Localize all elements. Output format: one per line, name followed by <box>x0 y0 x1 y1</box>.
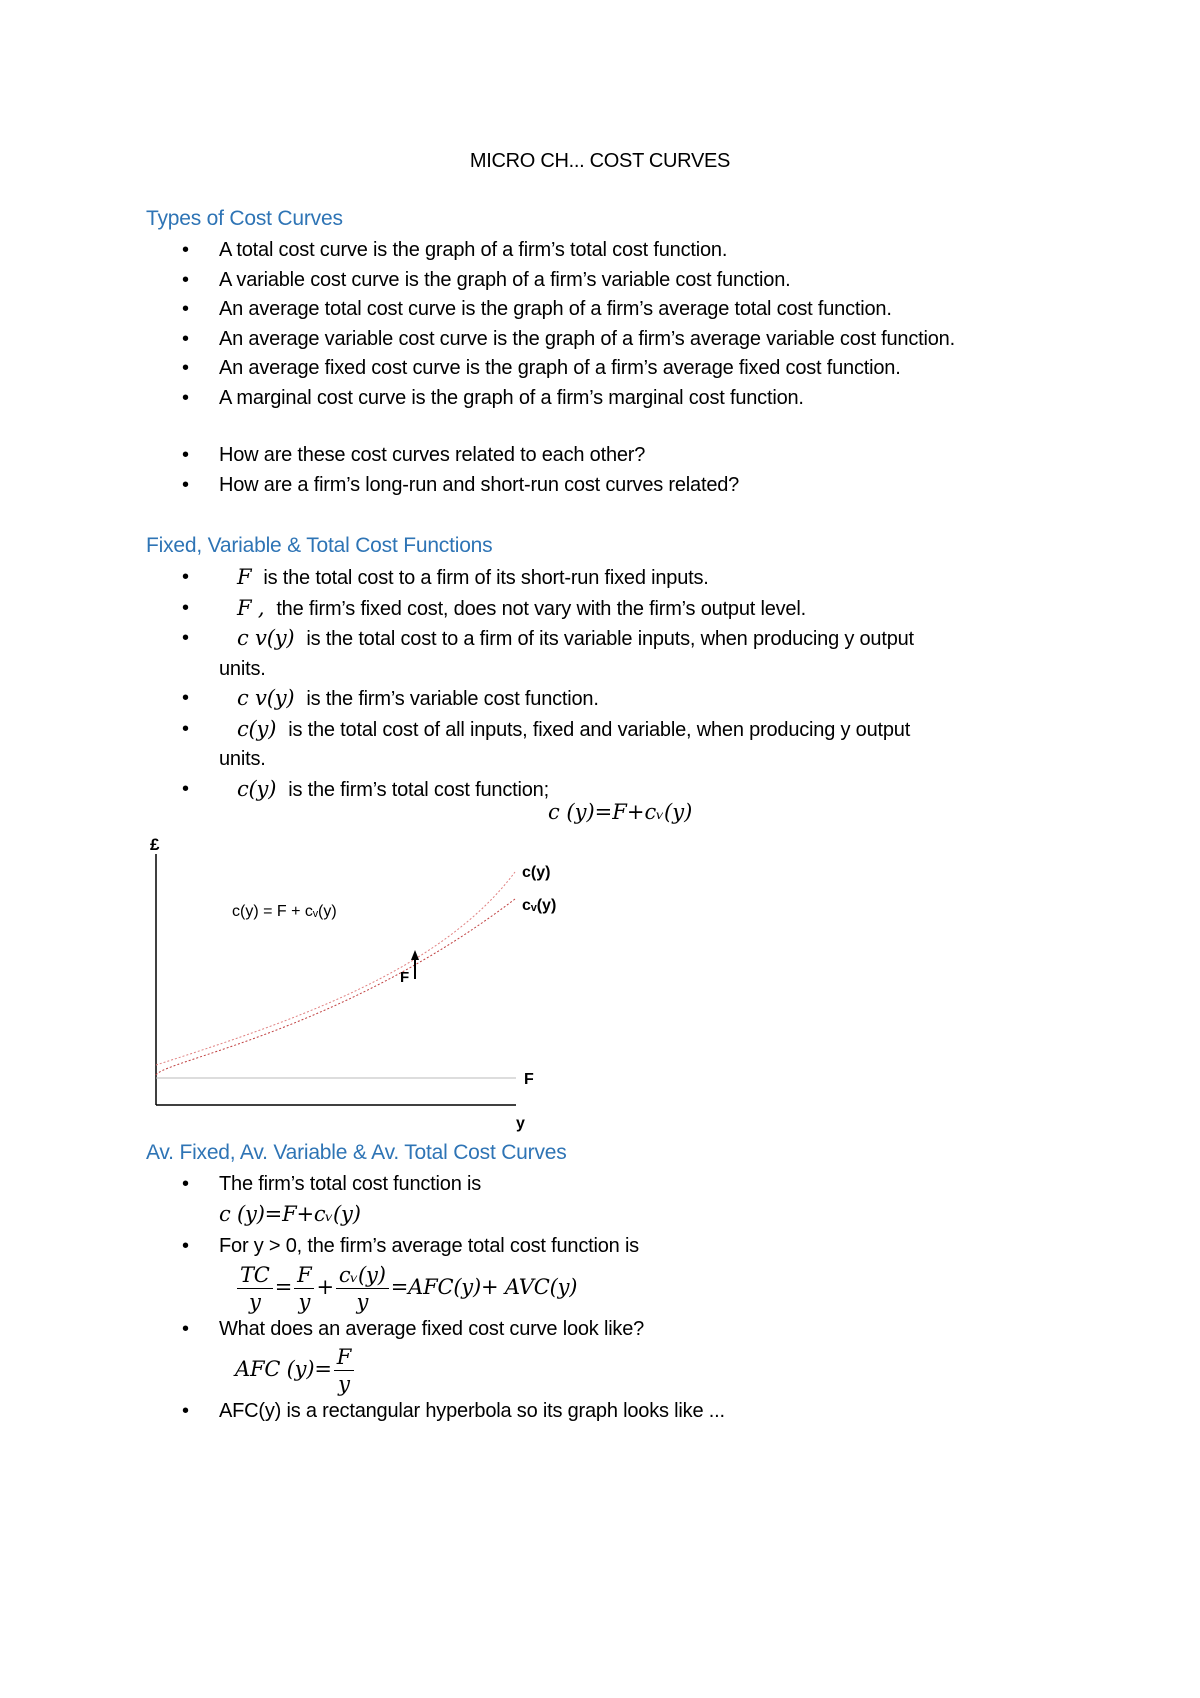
list-item: • A total cost curve is the graph of a firm’s total cost function. <box>182 239 728 261</box>
total-cost-equation-2: c (y)=F+cᵥ(y) <box>219 1201 361 1226</box>
list-item: • A marginal cost curve is the graph of a firm’s marginal cost function. <box>182 386 804 409</box>
list-item: • What does an average fixed cost curve look like? AFC (y)= $\frac{F}{y}$ <box>182 1317 645 1396</box>
cost-curves-graph <box>140 832 740 1132</box>
questions-list <box>146 441 1066 500</box>
arrow-head-icon <box>411 950 419 960</box>
cost-functions-list <box>146 563 1066 805</box>
list-item: • c(y) is the total cost of all inputs, fixed and variable, when producing y output units. <box>182 716 911 770</box>
list-item: • c v(y) is the total cost to a firm of its variable inputs, when producing y output units. <box>182 626 914 680</box>
fixed-cost-label: F <box>524 1071 534 1088</box>
list-item: • An average total cost curve is the graph of a firm’s average total cost function. <box>182 298 892 320</box>
variable-cost-label: cᵥ(y) <box>522 897 557 914</box>
total-cost-label: c(y) <box>522 864 551 881</box>
average-total-cost-equation: $\frac{TC}{y}$ = $\frac{F}{y}$ + $\frac{\text{cᵥ(y)}}{y}$ =AFC(y)+ AVC(y) <box>219 1262 577 1315</box>
average-costs-list <box>146 1170 1066 1427</box>
list-item: • An average variable cost curve is the graph of a firm’s average variable cost function. <box>182 327 955 350</box>
list-item: • The firm’s total cost function is c (y)=F+cᵥ(y) <box>182 1173 482 1226</box>
average-fixed-cost-equation: AFC (y)= $\frac{F}{y}$ <box>219 1344 356 1397</box>
list-item: • How are these cost curves related to each other? <box>182 444 646 466</box>
variable-cost-curve <box>156 899 515 1075</box>
list-item: • An average fixed cost curve is the graph of a firm’s average fixed cost function. <box>182 357 901 379</box>
list-item: • c v(y) is the firm’s variable cost function. <box>182 686 599 710</box>
list-item: • For y > 0, the firm’s average total cost function is $\frac{TC}{y}$ = $\frac{F}{y}$ + $\frac{\text{cᵥ(y)}}{y}$ =AFC(y)+ AVC(y) <box>182 1235 639 1314</box>
arrow-label: F <box>400 969 410 986</box>
list-item: • F , the firm’s fixed cost, does not vary with the firm’s output level. <box>182 595 806 620</box>
list-item: • A variable cost curve is the graph of a firm’s variable cost function. <box>182 268 791 291</box>
total-cost-curve <box>156 872 515 1065</box>
page-title: MICRO CH... COST CURVES <box>469 150 731 172</box>
section-heading-averages: Av. Fixed, Av. Variable & Av. Total Cost Curves <box>146 1141 567 1164</box>
section-heading-fixed-variable: Fixed, Variable & Total Cost Functions <box>146 534 493 557</box>
section-heading-types: Types of Cost Curves <box>146 207 343 230</box>
total-cost-equation: c (y)=F+cᵥ(y) <box>548 800 693 824</box>
y-axis-label: £ <box>150 835 160 854</box>
graph-formula: c(y) = F + cᵥ(y) <box>232 903 337 920</box>
list-item: • How are a firm’s long-run and short-run cost curves related? <box>182 473 740 496</box>
list-item: • AFC(y) is a rectangular hyperbola so its graph looks like ... <box>182 1400 725 1422</box>
cost-curve-types-list <box>146 236 1066 413</box>
x-axis-label: y <box>516 1115 525 1132</box>
list-item: • F is the total cost to a firm of its short-run fixed inputs. <box>182 565 709 589</box>
list-item: • c(y) is the firm’s total cost function; <box>182 776 549 801</box>
